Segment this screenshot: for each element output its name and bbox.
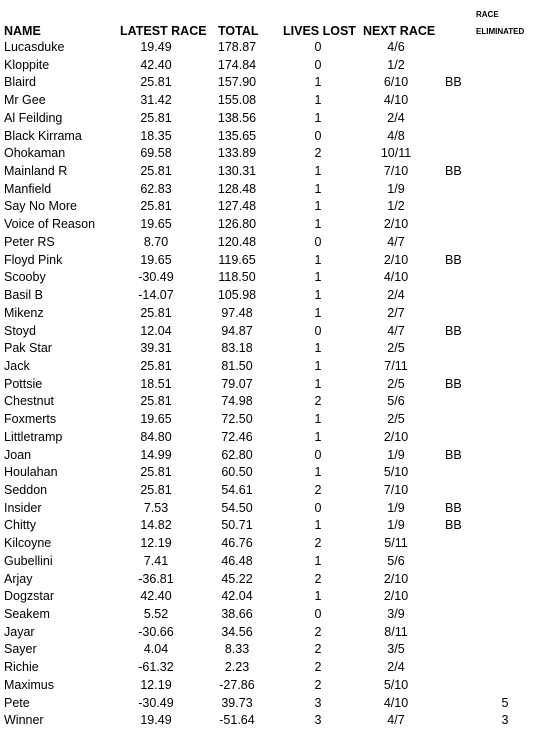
cell-total: 46.76 bbox=[221, 536, 253, 551]
cell-name: Arjay bbox=[4, 571, 33, 586]
cell-latest-race: 39.31 bbox=[140, 341, 172, 356]
cell-next-race: 4/7 bbox=[387, 713, 405, 728]
cell-total: 178.87 bbox=[217, 40, 257, 54]
cell-total: 79.07 bbox=[221, 376, 253, 391]
cell-name: Gubellini bbox=[4, 553, 53, 568]
cell-next-race: 3/9 bbox=[387, 607, 405, 621]
cell-next-race: 8/11 bbox=[384, 624, 408, 639]
table-row bbox=[0, 677, 537, 695]
cell-lives-lost: 0 bbox=[314, 447, 322, 462]
table-row bbox=[0, 482, 537, 500]
cell-total: 62.80 bbox=[221, 447, 253, 462]
cell-name: Pak Star bbox=[4, 341, 52, 356]
cell-lives-lost: 1 bbox=[314, 518, 322, 533]
cell-total: 155.08 bbox=[217, 93, 257, 108]
cell-next-race: 5/11 bbox=[384, 536, 408, 551]
cell-next-race: 6/10 bbox=[383, 75, 409, 90]
cell-lives-lost: 1 bbox=[314, 358, 322, 373]
header-total: TOTAL bbox=[218, 24, 259, 38]
cell-name: Scooby bbox=[4, 270, 46, 285]
cell-total: -27.86 bbox=[219, 677, 255, 692]
cell-name: Blaird bbox=[4, 75, 36, 90]
cell-next-race: 4/7 bbox=[387, 234, 405, 249]
cell-next-race: 4/8 bbox=[387, 128, 405, 143]
cell-next-race: 2/4 bbox=[387, 110, 405, 125]
cell-latest-race: 14.82 bbox=[140, 518, 172, 533]
cell-total: 2.23 bbox=[224, 660, 250, 675]
cell-next-race: 7/11 bbox=[384, 358, 408, 373]
cell-name: Seakem bbox=[4, 607, 50, 621]
cell-name: Maximus bbox=[4, 677, 55, 692]
header-latest-race: LATEST RACE bbox=[120, 24, 207, 38]
cell-next-race: 2/5 bbox=[387, 412, 405, 427]
cell-next-race: 2/10 bbox=[383, 589, 409, 604]
cell-next-race: 10/11 bbox=[380, 146, 412, 161]
cell-lives-lost: 1 bbox=[314, 252, 322, 267]
cell-next-race: 2/4 bbox=[387, 660, 405, 675]
cell-total: 119.65 bbox=[218, 252, 256, 267]
cell-lives-lost: 1 bbox=[314, 199, 322, 214]
cell-lives-lost: 2 bbox=[314, 642, 322, 657]
cell-race-eliminated: 3 bbox=[501, 713, 509, 728]
cell-total: 8.33 bbox=[224, 642, 250, 657]
cell-next-race: 4/10 bbox=[383, 270, 409, 285]
cell-latest-race: 25.81 bbox=[140, 199, 172, 214]
cell-name: Kilcoyne bbox=[4, 536, 52, 551]
cell-latest-race: 25.81 bbox=[140, 75, 172, 90]
cell-next-race: 1/2 bbox=[387, 57, 405, 72]
cell-next-race: 4/10 bbox=[383, 695, 409, 710]
cell-next-race: 1/2 bbox=[387, 199, 405, 214]
table-row bbox=[0, 695, 537, 713]
table-row bbox=[0, 340, 537, 358]
cell-flag: BB bbox=[445, 252, 462, 267]
cell-name: Chitty bbox=[4, 518, 36, 533]
table-row bbox=[0, 269, 537, 287]
cell-next-race: 1/9 bbox=[387, 500, 405, 515]
cell-name: Black Kirrama bbox=[4, 128, 82, 143]
cell-lives-lost: 0 bbox=[314, 607, 322, 621]
cell-name: Peter RS bbox=[4, 234, 55, 249]
cell-latest-race: 25.81 bbox=[140, 394, 172, 409]
standings-rows bbox=[0, 39, 537, 730]
cell-flag: BB bbox=[445, 518, 462, 533]
cell-lives-lost: 1 bbox=[314, 217, 322, 232]
header-name: NAME bbox=[4, 24, 41, 38]
table-row bbox=[0, 358, 537, 376]
table-row bbox=[0, 393, 537, 411]
cell-latest-race: 19.65 bbox=[140, 252, 172, 267]
cell-total: 72.46 bbox=[221, 429, 253, 444]
cell-flag: BB bbox=[445, 75, 462, 90]
table-row bbox=[0, 163, 537, 181]
cell-next-race: 2/10 bbox=[383, 429, 409, 444]
cell-name: Insider bbox=[4, 500, 42, 515]
cell-next-race: 5/10 bbox=[383, 677, 409, 692]
cell-lives-lost: 1 bbox=[314, 288, 322, 303]
cell-lives-lost: 2 bbox=[314, 624, 322, 639]
cell-latest-race: -30.49 bbox=[138, 695, 174, 710]
cell-name: Basil B bbox=[4, 288, 43, 303]
cell-latest-race: 8.70 bbox=[143, 234, 169, 249]
cell-lives-lost: 1 bbox=[314, 93, 322, 108]
cell-name: Chestnut bbox=[4, 394, 55, 409]
cell-total: 34.56 bbox=[221, 624, 253, 639]
table-row bbox=[0, 234, 537, 252]
cell-total: 74.98 bbox=[221, 394, 253, 409]
cell-latest-race: 25.81 bbox=[140, 305, 172, 320]
table-row bbox=[0, 181, 537, 199]
table-row bbox=[0, 74, 537, 92]
cell-total: 97.48 bbox=[221, 305, 253, 320]
table-row bbox=[0, 535, 537, 553]
table-row bbox=[0, 216, 537, 234]
cell-total: 42.04 bbox=[221, 589, 253, 604]
cell-latest-race: 19.49 bbox=[140, 713, 172, 728]
cell-name: Joan bbox=[4, 447, 32, 462]
cell-race-eliminated: 5 bbox=[501, 695, 509, 710]
cell-total: 127.48 bbox=[217, 199, 257, 214]
table-row bbox=[0, 641, 537, 659]
table-row bbox=[0, 712, 537, 730]
cell-lives-lost: 0 bbox=[314, 40, 322, 54]
cell-total: -51.64 bbox=[219, 713, 255, 728]
cell-name: Stoyd bbox=[4, 323, 36, 338]
cell-total: 94.87 bbox=[221, 323, 253, 338]
cell-next-race: 2/5 bbox=[387, 341, 405, 356]
cell-name: Floyd Pink bbox=[4, 252, 63, 267]
cell-latest-race: -30.66 bbox=[138, 624, 174, 639]
cell-latest-race: 25.81 bbox=[140, 465, 172, 480]
cell-next-race: 2/7 bbox=[387, 305, 405, 320]
cell-name: Jayar bbox=[4, 624, 35, 639]
cell-total: 126.80 bbox=[217, 217, 257, 232]
cell-name: Houlahan bbox=[4, 465, 58, 480]
cell-lives-lost: 3 bbox=[314, 695, 322, 710]
cell-next-race: 2/10 bbox=[383, 571, 409, 586]
cell-name: Littletramp bbox=[4, 429, 63, 444]
cell-lives-lost: 0 bbox=[314, 234, 322, 249]
cell-total: 39.73 bbox=[221, 695, 253, 710]
cell-latest-race: 12.19 bbox=[140, 536, 172, 551]
cell-flag: BB bbox=[445, 376, 462, 391]
cell-next-race: 7/10 bbox=[383, 164, 409, 179]
cell-total: 133.89 bbox=[217, 146, 257, 161]
cell-next-race: 5/10 bbox=[383, 465, 409, 480]
cell-total: 120.48 bbox=[217, 234, 257, 249]
cell-name: Jack bbox=[4, 358, 30, 373]
cell-latest-race: 25.81 bbox=[140, 110, 172, 125]
cell-total: 135.65 bbox=[217, 128, 257, 143]
table-row bbox=[0, 323, 537, 341]
table-row bbox=[0, 39, 537, 57]
table-row bbox=[0, 588, 537, 606]
cell-lives-lost: 1 bbox=[314, 270, 322, 285]
cell-lives-lost: 1 bbox=[314, 181, 322, 196]
cell-latest-race: 4.04 bbox=[143, 642, 169, 657]
cell-latest-race: 12.04 bbox=[140, 323, 172, 338]
table-row bbox=[0, 110, 537, 128]
cell-latest-race: 62.83 bbox=[140, 181, 172, 196]
table-row bbox=[0, 517, 537, 535]
cell-name: Seddon bbox=[4, 482, 48, 497]
cell-next-race: 2/4 bbox=[387, 288, 405, 303]
cell-next-race: 1/9 bbox=[387, 447, 405, 462]
cell-total: 54.61 bbox=[221, 482, 253, 497]
cell-next-race: 5/6 bbox=[387, 553, 405, 568]
cell-total: 138.56 bbox=[217, 110, 257, 125]
table-row bbox=[0, 376, 537, 394]
cell-lives-lost: 1 bbox=[314, 589, 322, 604]
cell-name: Pottsie bbox=[4, 376, 43, 391]
table-row bbox=[0, 447, 537, 465]
cell-total: 72.50 bbox=[221, 412, 253, 427]
cell-latest-race: 14.99 bbox=[140, 447, 172, 462]
cell-flag: BB bbox=[445, 500, 462, 515]
cell-total: 46.48 bbox=[221, 553, 253, 568]
header-next-race: NEXT RACE bbox=[363, 24, 436, 38]
cell-next-race: 3/5 bbox=[387, 642, 405, 657]
cell-latest-race: 42.40 bbox=[140, 57, 172, 72]
table-row bbox=[0, 57, 537, 75]
cell-name: Dogzstar bbox=[4, 589, 55, 604]
cell-name: Ohokaman bbox=[4, 146, 66, 161]
cell-lives-lost: 2 bbox=[314, 482, 322, 497]
table-row bbox=[0, 500, 537, 518]
cell-name: Foxmerts bbox=[4, 412, 57, 427]
table-row bbox=[0, 464, 537, 482]
cell-name: Richie bbox=[4, 660, 39, 675]
cell-latest-race: -61.32 bbox=[138, 660, 174, 675]
table-row bbox=[0, 606, 537, 624]
cell-next-race: 7/10 bbox=[383, 482, 409, 497]
cell-next-race: 4/7 bbox=[387, 323, 405, 338]
cell-name: Mainland R bbox=[4, 164, 68, 179]
cell-next-race: 2/10 bbox=[383, 252, 409, 267]
table-row bbox=[0, 624, 537, 642]
cell-name: Voice of Reason bbox=[4, 217, 96, 232]
table-row bbox=[0, 92, 537, 110]
cell-lives-lost: 2 bbox=[314, 660, 322, 675]
table-row bbox=[0, 145, 537, 163]
cell-lives-lost: 1 bbox=[314, 110, 322, 125]
cell-lives-lost: 1 bbox=[314, 465, 322, 480]
cell-name: Mr Gee bbox=[4, 93, 46, 108]
cell-total: 45.22 bbox=[221, 571, 253, 586]
cell-total: 128.48 bbox=[217, 181, 257, 196]
cell-latest-race: 7.41 bbox=[143, 553, 169, 568]
cell-latest-race: 25.81 bbox=[140, 358, 172, 373]
cell-total: 174.84 bbox=[217, 57, 257, 72]
cell-latest-race: 84.80 bbox=[140, 429, 172, 444]
cell-next-race: 4/10 bbox=[383, 93, 409, 108]
cell-lives-lost: 0 bbox=[314, 323, 322, 338]
cell-name: Pete bbox=[4, 695, 30, 710]
cell-flag: BB bbox=[445, 447, 462, 462]
cell-lives-lost: 0 bbox=[314, 128, 322, 143]
cell-total: 83.18 bbox=[221, 341, 253, 356]
cell-lives-lost: 2 bbox=[314, 146, 322, 161]
cell-name: Say No More bbox=[4, 199, 77, 214]
table-row bbox=[0, 659, 537, 677]
cell-total: 60.50 bbox=[221, 465, 253, 480]
cell-lives-lost: 1 bbox=[314, 376, 322, 391]
cell-total: 118.50 bbox=[218, 270, 256, 285]
cell-latest-race: 19.65 bbox=[140, 412, 172, 427]
cell-lives-lost: 1 bbox=[314, 75, 322, 90]
cell-next-race: 1/9 bbox=[387, 181, 405, 196]
cell-lives-lost: 1 bbox=[314, 429, 322, 444]
cell-flag: BB bbox=[445, 164, 462, 179]
cell-lives-lost: 0 bbox=[314, 57, 322, 72]
cell-name: Lucasduke bbox=[4, 40, 65, 54]
cell-latest-race: -14.07 bbox=[138, 288, 174, 303]
cell-latest-race: 7.53 bbox=[143, 500, 169, 515]
cell-latest-race: 19.65 bbox=[140, 217, 172, 232]
cell-name: Sayer bbox=[4, 642, 37, 657]
cell-lives-lost: 1 bbox=[314, 164, 322, 179]
cell-lives-lost: 1 bbox=[314, 341, 322, 356]
cell-lives-lost: 2 bbox=[314, 536, 322, 551]
table-row bbox=[0, 571, 537, 589]
cell-latest-race: 18.51 bbox=[140, 376, 172, 391]
cell-next-race: 2/10 bbox=[383, 217, 409, 232]
header-race-eliminated-line1: RACE bbox=[476, 10, 499, 19]
cell-flag: BB bbox=[445, 323, 462, 338]
table-row bbox=[0, 128, 537, 146]
table-row bbox=[0, 429, 537, 447]
cell-next-race: 4/6 bbox=[387, 40, 405, 54]
cell-latest-race: 42.40 bbox=[140, 589, 172, 604]
cell-next-race: 2/5 bbox=[387, 376, 405, 391]
table-row bbox=[0, 287, 537, 305]
cell-lives-lost: 2 bbox=[314, 394, 322, 409]
cell-lives-lost: 3 bbox=[314, 713, 322, 728]
cell-lives-lost: 0 bbox=[314, 500, 322, 515]
table-row bbox=[0, 553, 537, 571]
table-row bbox=[0, 198, 537, 216]
table-row bbox=[0, 305, 537, 323]
table-row bbox=[0, 411, 537, 429]
cell-total: 38.66 bbox=[221, 607, 253, 621]
cell-latest-race: 31.42 bbox=[140, 93, 172, 108]
cell-lives-lost: 1 bbox=[314, 553, 322, 568]
cell-total: 157.90 bbox=[217, 75, 257, 90]
cell-name: Mikenz bbox=[4, 305, 44, 320]
cell-latest-race: -30.49 bbox=[138, 270, 174, 285]
cell-next-race: 1/9 bbox=[387, 518, 405, 533]
cell-latest-race: 69.58 bbox=[140, 146, 172, 161]
cell-name: Winner bbox=[4, 713, 44, 728]
cell-latest-race: 18.35 bbox=[140, 128, 172, 143]
cell-next-race: 5/6 bbox=[387, 394, 405, 409]
cell-lives-lost: 1 bbox=[314, 305, 322, 320]
cell-lives-lost: 1 bbox=[314, 412, 322, 427]
header-race-eliminated-line2: ELIMINATED bbox=[476, 27, 525, 36]
cell-latest-race: 12.19 bbox=[140, 677, 172, 692]
cell-name: Al Feilding bbox=[4, 110, 63, 125]
cell-total: 105.98 bbox=[217, 288, 257, 303]
cell-total: 81.50 bbox=[221, 358, 253, 373]
cell-latest-race: 25.81 bbox=[140, 164, 172, 179]
cell-name: Manfield bbox=[4, 181, 52, 196]
cell-latest-race: 5.52 bbox=[143, 607, 169, 621]
cell-total: 130.31 bbox=[217, 164, 257, 179]
cell-lives-lost: 2 bbox=[314, 571, 322, 586]
cell-total: 50.71 bbox=[221, 518, 253, 533]
cell-total: 54.50 bbox=[221, 500, 253, 515]
cell-latest-race: -36.81 bbox=[138, 571, 174, 586]
cell-name: Kloppite bbox=[4, 57, 50, 72]
cell-lives-lost: 2 bbox=[314, 677, 322, 692]
header-lives-lost: LIVES LOST bbox=[283, 24, 356, 38]
cell-latest-race: 19.49 bbox=[140, 40, 172, 54]
cell-latest-race: 25.81 bbox=[140, 482, 172, 497]
table-row bbox=[0, 252, 537, 270]
